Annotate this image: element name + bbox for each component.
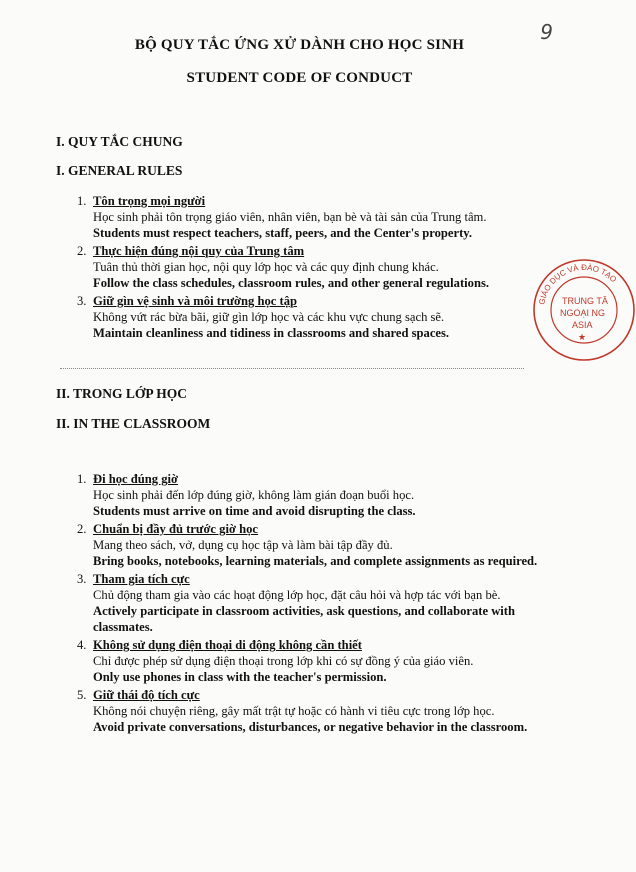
item-text-en: Maintain cleanliness and tidiness in classrooms and shared spaces. (93, 326, 450, 340)
item-title: Tham gia tích cực (93, 572, 190, 586)
item-text-en: Bring books, notebooks, learning materials, and complete assignments as required. (93, 554, 538, 568)
item-number: 4. (77, 638, 87, 652)
list-item (77, 571, 547, 635)
page-number: 9 (540, 20, 553, 44)
list-item (77, 193, 547, 241)
item-number: 2. (77, 522, 87, 536)
document-title-en: STUDENT CODE OF CONDUCT (186, 70, 413, 86)
official-stamp (532, 258, 636, 362)
item-title: Giữ thái độ tích cực (93, 688, 200, 702)
item-text-en: Actively participate in classroom activities, ask questions, and collaborate with classmates. (93, 604, 515, 634)
item-title: Không sử dụng điện thoại di động không cần thiết (93, 638, 362, 652)
list-item (77, 687, 547, 735)
item-text-vi: Chủ động tham gia vào các hoạt động lớp học, đặt câu hỏi và hợp tác với bạn bè. (93, 588, 501, 602)
list-item (77, 637, 547, 685)
section-divider (60, 368, 524, 369)
item-text-vi: Không nói chuyện riêng, gây mất trật tự hoặc có hành vi tiêu cực trong lớp học. (93, 704, 495, 718)
item-title: Đi học đúng giờ (93, 472, 179, 486)
item-title: Thực hiện đúng nội quy của Trung tâm (93, 244, 305, 258)
section2-heading-en: II. IN THE CLASSROOM (56, 416, 211, 431)
item-number: 2. (77, 244, 87, 258)
stamp-line-2: NGOẠI NG (560, 308, 606, 318)
item-title: Tôn trọng mọi người (93, 194, 206, 208)
stamp-line-3: ASIA (572, 320, 593, 330)
item-text-vi: Không vứt rác bừa bãi, giữ gìn lớp học và các khu vực chung sạch sẽ. (93, 310, 445, 324)
item-text-vi: Mang theo sách, vở, dụng cụ học tập và làm bài tập đầy đủ. (93, 538, 393, 552)
item-text-en: Avoid private conversations, disturbances, or negative behavior in the classroom. (93, 720, 528, 734)
item-text-en: Only use phones in class with the teacher's permission. (93, 670, 387, 684)
list-item (77, 521, 547, 569)
item-text-en: Students must respect teachers, staff, peers, and the Center's property. (93, 226, 473, 240)
section1-list (77, 193, 547, 343)
item-text-vi: Chỉ được phép sử dụng điện thoại trong lớp khi có sự đồng ý của giáo viên. (93, 654, 474, 668)
item-number: 3. (77, 294, 87, 308)
list-item (77, 293, 547, 341)
item-text-vi: Học sinh phải tôn trọng giáo viên, nhân viên, bạn bè và tài sản của Trung tâm. (93, 210, 487, 224)
item-number: 1. (77, 472, 87, 486)
section1-heading-vi: I. QUY TẮC CHUNG (56, 134, 183, 149)
list-item (77, 471, 547, 519)
item-number: 1. (77, 194, 87, 208)
stamp-arc-text: GIÁO DỤC VÀ ĐÀO TẠO (537, 262, 619, 306)
item-text-vi: Học sinh phải đến lớp đúng giờ, không làm gián đoạn buổi học. (93, 488, 415, 502)
item-number: 3. (77, 572, 87, 586)
item-title: Chuẩn bị đầy đủ trước giờ học (93, 522, 258, 536)
item-text-en: Students must arrive on time and avoid disrupting the class. (93, 504, 416, 518)
section2-heading-vi: II. TRONG LỚP HỌC (56, 386, 188, 401)
section1-heading-en: I. GENERAL RULES (56, 163, 183, 178)
item-title: Giữ gìn vệ sinh và môi trường học tập (93, 294, 298, 308)
stamp-star-icon: ★ (578, 333, 587, 343)
item-text-vi: Tuân thủ thời gian học, nội quy lớp học và các quy định chung khác. (93, 260, 439, 274)
list-item (77, 243, 547, 291)
stamp-line-1: TRUNG TÂ (562, 296, 608, 306)
section2-list (77, 471, 547, 737)
item-number: 5. (77, 688, 87, 702)
item-text-en: Follow the class schedules, classroom rules, and other general regulations. (93, 276, 489, 290)
document-title-vi: BỘ QUY TẮC ỨNG XỬ DÀNH CHO HỌC SINH (134, 37, 465, 53)
